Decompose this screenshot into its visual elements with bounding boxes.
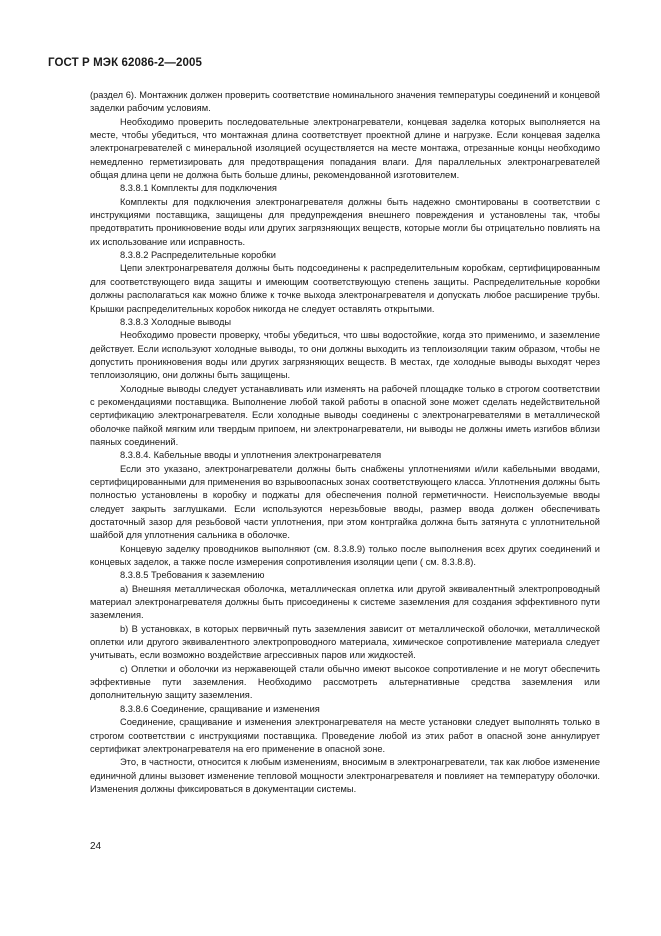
section-heading: 8.3.8.2 Распределительные коробки [120, 250, 276, 261]
page-number: 24 [90, 841, 102, 852]
section-heading: 8.3.8.3 Холодные выводы [120, 316, 232, 327]
paragraph: Цепи электронагревателя должны быть подсоединены к распределительным коробкам, сертифицированным для соответствующего вида защиты и имеющим соответствующую степень защиты. Распределительные коробки должны располагаться как можно ближе к точке выхода электронагревателя и допускать любое расширение трубы. Крышки распределительных коробок никогда не следует оставлять открытыми. [90, 263, 600, 314]
document-body [90, 89, 600, 796]
paragraph: (раздел 6). Монтажник должен проверить соответствие номинального значения температуры соединений и концевой заделки рабочим условиям. [90, 90, 600, 114]
paragraph: b) В установках, в которых первичный путь заземления зависит от металлической оболочки, металлической оплетки или другого эквивалентного электропроводного материала, химическое сопротивление материала следует учитывать, если возможно воздействие агрессивных паров или жидкостей. [90, 623, 600, 661]
section-heading: 8.3.8.1 Комплекты для подключения [120, 183, 277, 194]
paragraph: Необходимо проверить последовательные электронагреватели, концевая заделка которых выполняется на месте, чтобы убедиться, что монтажная длина соответствует проектной длине и нагрузке. Если концевая заделка электронагревателей с минеральной изоляцией осуществляется на месте монтажа, отрезанные концы необходимо немедленно герметизировать для предотвращения попадания влаги. Для параллельных электронагревателей общая длина цепи не должна быть больше длины, рекомендованной изготовителем. [90, 116, 600, 181]
paragraph: а) Внешняя металлическая оболочка, металлическая оплетка или другой эквивалентный электропроводный материал электронагревателя должны быть присоединены к системе заземления для создания эффективного пути заземления. [90, 583, 600, 621]
paragraph: Холодные выводы следует устанавливать или изменять на рабочей площадке только в строгом соответствии с рекомендациями поставщика. Выполнение любой такой работы в опасной зоне может сделать недействительной сертификацию электронагревателя. Если холодные выводы соединены с электронагревателями в металлической оболочке пайкой мягким или твердым припоем, ни электронагреватели, ни выводы не должны иметь изгибов вблизи паяных соединений. [90, 383, 600, 447]
paragraph: Комплекты для подключения электронагревателя должны быть надежно смонтированы в соответствии с инструкциями поставщика, защищены для предупреждения внешнего повреждения и установлены так, чтобы предотвратить проникновение воды или других загрязняющих веществ, которые могли бы отрицательно повлиять на их использование или исправность. [90, 196, 600, 247]
section-heading: 8.3.8.5 Требования к заземлению [120, 570, 265, 581]
section-heading: 8.3.8.4. Кабельные вводы и уплотнения электронагревателя [120, 450, 382, 461]
paragraph: с) Оплетки и оболочки из нержавеющей стали обычно имеют высокое сопротивление и не могут обеспечить эффективные пути заземления. Необходимо рассмотреть альтернативные средства заземления или дополнительную защиту заземления. [90, 663, 600, 701]
paragraph: Это, в частности, относится к любым изменениям, вносимым в электронагреватели, так как любое изменение единичной длины вызовет изменение тепловой мощности электронагревателя и повлияет на температуру оболочки. Изменения должны фиксироваться в документации системы. [90, 757, 600, 794]
paragraph: Необходимо провести проверку, чтобы убедиться, что швы водостойкие, когда это применимо, и заземление действует. Если используют холодные выводы, то они должны выходить из теплоизоляции таким образом, чтобы не допустить проникновения воды или других загрязняющих веществ. В местах, где холодные выводы выходят через теплоизоляцию, они должны быть защищены. [90, 330, 600, 381]
section-heading: 8.3.8.6 Соединение, сращивание и изменения [120, 703, 320, 714]
paragraph: Концевую заделку проводников выполняют (см. 8.3.8.9) только после выполнения всех других соединений и концевых заделок, а также после измерения сопротивления изоляции цепи ( см. 8.3.8.8). [90, 543, 600, 568]
paragraph: Если это указано, электронагреватели должны быть снабжены уплотнениями и/или кабельными вводами, сертифицированными для применения во взрывоопасных зонах соответствующего класса. Уплотнения должны быть полностью установлены в коробку и поджаты для обеспечения полной герметичности. Неиспользуемые вводы следует закрыть заглушками. Если используются нерезьбовые вводы, размер ввода должен обеспечивать достаточный зазор для резьбовой части уплотнения, при этом контргайка должна быть затянута с уплотнительной шайбой для уплотнения сальника в оболочке. [90, 463, 600, 541]
paragraph: Соединение, сращивание и изменения электронагревателя на месте установки следует выполнять только в строгом соответствии с инструкциями поставщика. Проведение любой из этих работ в опасной зоне аннулирует сертификат электронагревателя на его применение в опасной зоне. [90, 717, 600, 754]
document-header: ГОСТ Р МЭК 62086-2—2005 [48, 57, 202, 69]
